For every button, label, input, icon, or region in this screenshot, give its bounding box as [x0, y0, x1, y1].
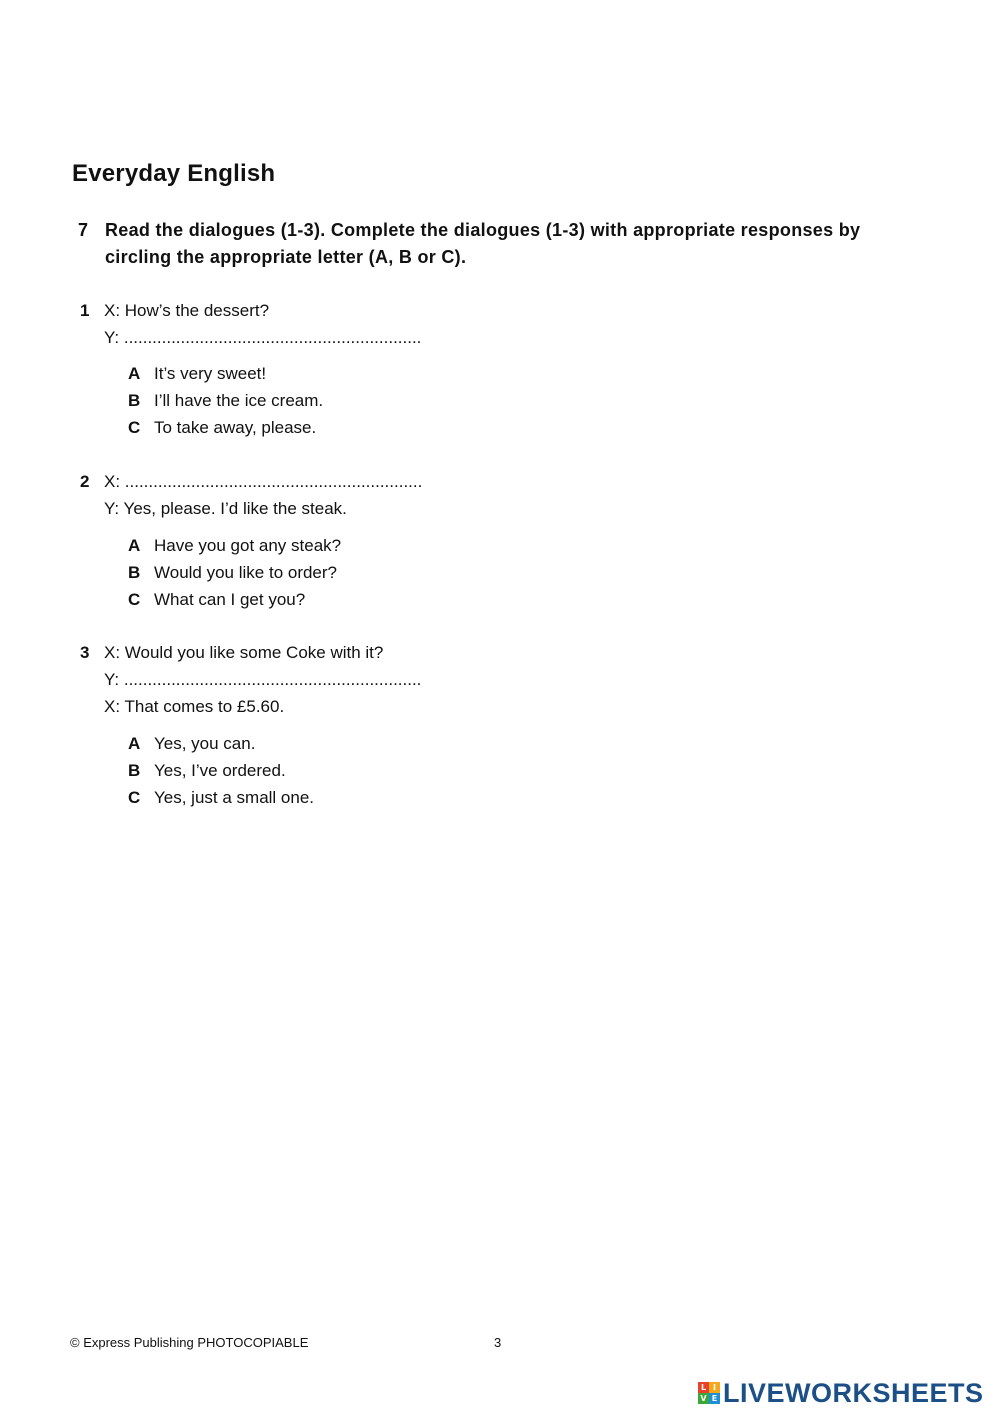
option-b[interactable] [128, 757, 286, 784]
option-a[interactable] [128, 730, 255, 757]
question-number: 2 [80, 472, 90, 491]
logo-letter: L [698, 1382, 709, 1393]
exercise-number: 7 [78, 220, 89, 240]
option-text: Yes, I’ve ordered. [154, 761, 286, 780]
option-letter: A [128, 536, 141, 555]
option-a[interactable] [128, 532, 341, 559]
option-text: I’ll have the ice cream. [154, 391, 324, 410]
logo-letter: E [709, 1393, 720, 1404]
option-text: Would you like to order? [154, 563, 338, 582]
option-text: Yes, you can. [154, 734, 256, 753]
option-text: To take away, please. [154, 418, 317, 437]
liveworksheets-brand [698, 1378, 984, 1408]
option-letter: C [128, 590, 141, 609]
option-letter: B [128, 563, 141, 582]
dialogue-line: X: Would you like some Coke with it? [104, 643, 384, 662]
option-letter: C [128, 788, 141, 807]
option-letter: A [128, 734, 141, 753]
option-c[interactable] [128, 784, 314, 811]
logo-letter: I [709, 1382, 720, 1393]
exercise-instruction [78, 217, 878, 271]
footer-copyright: © Express Publishing PHOTOCOPIABLE [70, 1335, 309, 1350]
option-c[interactable] [128, 586, 305, 613]
option-letter: A [128, 364, 141, 383]
answer-blank: Y: ............................................................... [104, 328, 422, 347]
question-number: 3 [80, 643, 90, 662]
dialogue-line: Y: Yes, please. I’d like the steak. [104, 499, 347, 518]
brand-name: LIVEWORKSHEETS [723, 1377, 984, 1408]
option-b[interactable] [128, 559, 337, 586]
option-c[interactable] [128, 414, 316, 441]
question-number: 1 [80, 301, 90, 320]
logo-letter: V [698, 1393, 709, 1404]
answer-blank: Y: ............................................................... [104, 670, 422, 689]
option-text: It’s very sweet! [154, 364, 267, 383]
liveworksheets-logo-icon [698, 1382, 720, 1404]
option-letter: C [128, 418, 141, 437]
page-title: Everyday English [72, 160, 276, 187]
option-a[interactable] [128, 360, 266, 387]
dialogue-line: X: How’s the dessert? [104, 301, 270, 320]
dialogue-line: X: That comes to £5.60. [104, 697, 285, 716]
option-letter: B [128, 391, 141, 410]
option-text: What can I get you? [154, 590, 306, 609]
option-text: Yes, just a small one. [154, 788, 315, 807]
option-letter: B [128, 761, 141, 780]
answer-blank: X: ............................................................... [104, 472, 423, 491]
option-b[interactable] [128, 387, 323, 414]
footer-page-number: 3 [494, 1335, 502, 1350]
option-text: Have you got any steak? [154, 536, 342, 555]
instruction-text: Read the dialogues (1-3). Complete the dialogues (1-3) with appropriate responses by circling the appropriate letter (A, B or C). [105, 220, 861, 267]
